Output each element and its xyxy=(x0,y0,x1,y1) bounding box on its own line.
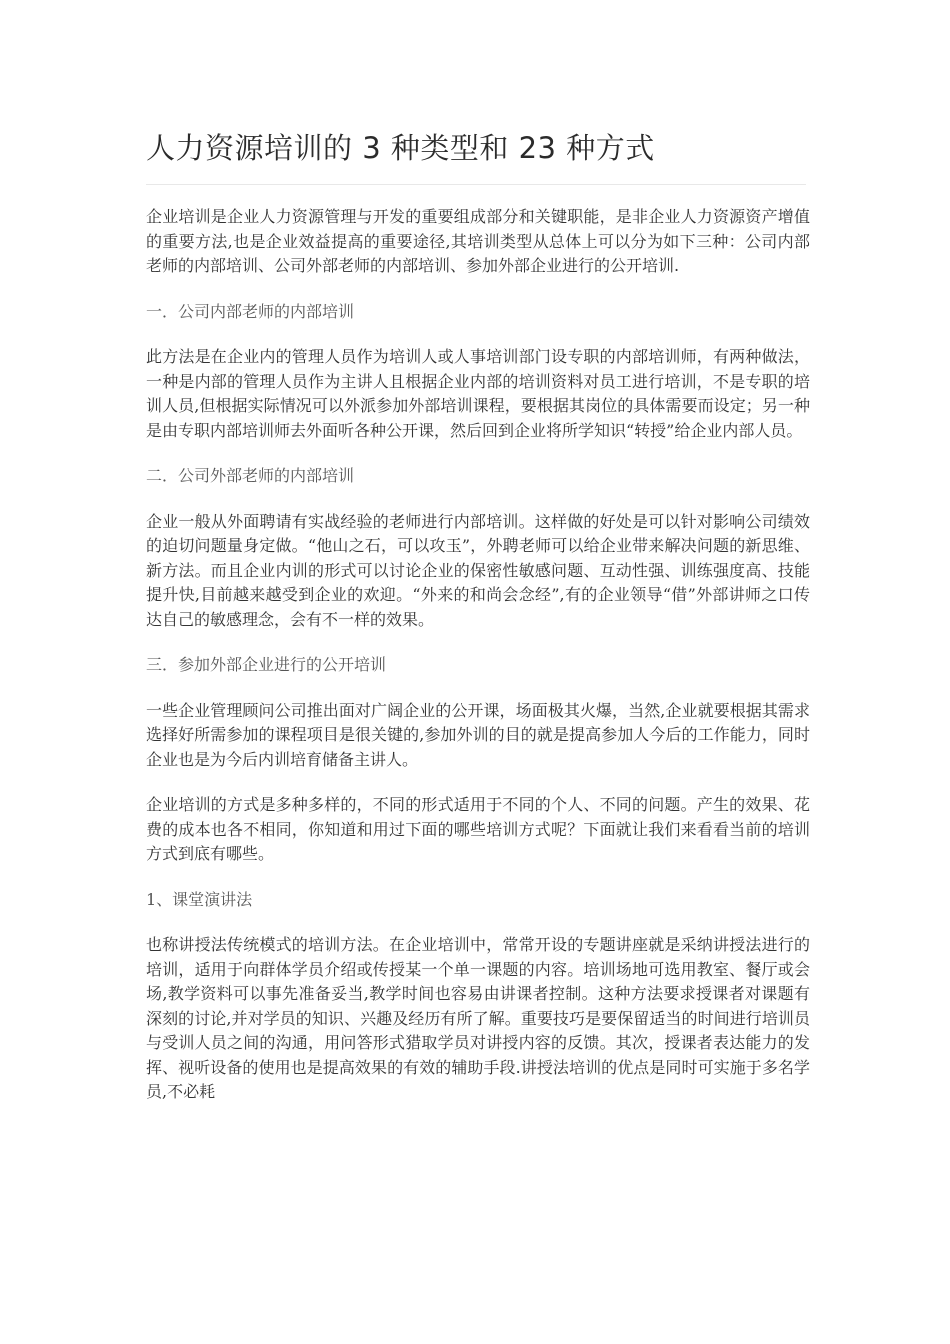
public-training-paragraph: 一些企业管理顾问公司推出面对广阔企业的公开课，场面极其火爆，当然,企业就要根据其需求选择好所需参加的课程项目是很关键的,参加外训的目的就是提高参加人今后的工作能力，同时企业也是为今后内训培育储备主讲人。 xyxy=(146,700,810,769)
external-teacher-paragraph: 企业一般从外面聘请有实战经验的老师进行内部培训。这样做的好处是可以针对影响公司绩效的迫切问题量身定做。“他山之石，可以攻玉”，外聘老师可以给企业带来解决问题的新思维、新方法。而且企业内训的形式可以讨论企业的保密性敏感问题、互动性强、训练强度高、技能提升快,目前越来越受到企业的欢迎。“外来的和尚会念经”,有的企业领导“借”外部讲师之口传达自己的敏感理念，会有不一样的效果。 xyxy=(146,511,810,629)
article-body xyxy=(146,205,810,1105)
title-divider xyxy=(146,184,806,185)
lecture-method-paragraph: 也称讲授法传统模式的培训方法。在企业培训中，常常开设的专题讲座就是采纳讲授法进行的培训，适用于向群体学员介绍或传授某一个单一课题的内容。培训场地可选用教室、餐厅或会场,教学资料可以事先准备妥当,教学时间也容易由讲课者控制。这种方法要求授课者对课题有深刻的讨论,并对学员的知识、兴趣及经历有所了解。重要技巧是要保留适当的时间进行培训员与受训人员之间的沟通，用问答形式猎取学员对讲授内容的反馈。其次，授课者表达能力的发挥、视听设备的使用也是提高效果的有效的辅助手段.讲授法培训的优点是同时可实施于多名学员,不必耗 xyxy=(146,935,810,1101)
document-page xyxy=(146,0,810,1126)
intro-paragraph: 企业培训是企业人力资源管理与开发的重要组成部分和关键职能，是非企业人力资源资产增值的重要方法,也是企业效益提高的重要途径,其培训类型从总体上可以分为如下三种：公司内部老师的内部培训、公司外部老师的内部培训、参加外部企业进行的公开培训. xyxy=(146,207,810,275)
section-heading-internal-teacher: 一．公司内部老师的内部培训 xyxy=(146,301,355,321)
training-methods-intro-paragraph: 企业培训的方式是多种多样的，不同的形式适用于不同的个人、不同的问题。产生的效果、花费的成本也各不相同，你知道和用过下面的哪些培训方式呢？下面就让我们来看看当前的培训方式到底有哪些。 xyxy=(146,795,810,863)
section-heading-public-training: 三．参加外部企业进行的公开培训 xyxy=(146,655,387,674)
section-heading-external-teacher: 二．公司外部老师的内部培训 xyxy=(146,466,355,485)
section-heading-lecture-method: 1、课堂演讲法 xyxy=(146,889,253,909)
internal-teacher-paragraph: 此方法是在企业内的管理人员作为培训人或人事培训部门设专职的内部培训师，有两种做法，一种是内部的管理人员作为主讲人且根据企业内部的培训资料对员工进行培训，不是专职的培训人员,但根据实际情况可以外派参加外部培训课程，要根据其岗位的具体需要而设定；另一种是由专职内部培训师去外面听各种公开课，然后回到企业将所学知识“转授”给企业内部人员。 xyxy=(146,347,810,440)
page-title: 人力资源培训的 3 种类型和 23 种方式 xyxy=(146,131,655,165)
